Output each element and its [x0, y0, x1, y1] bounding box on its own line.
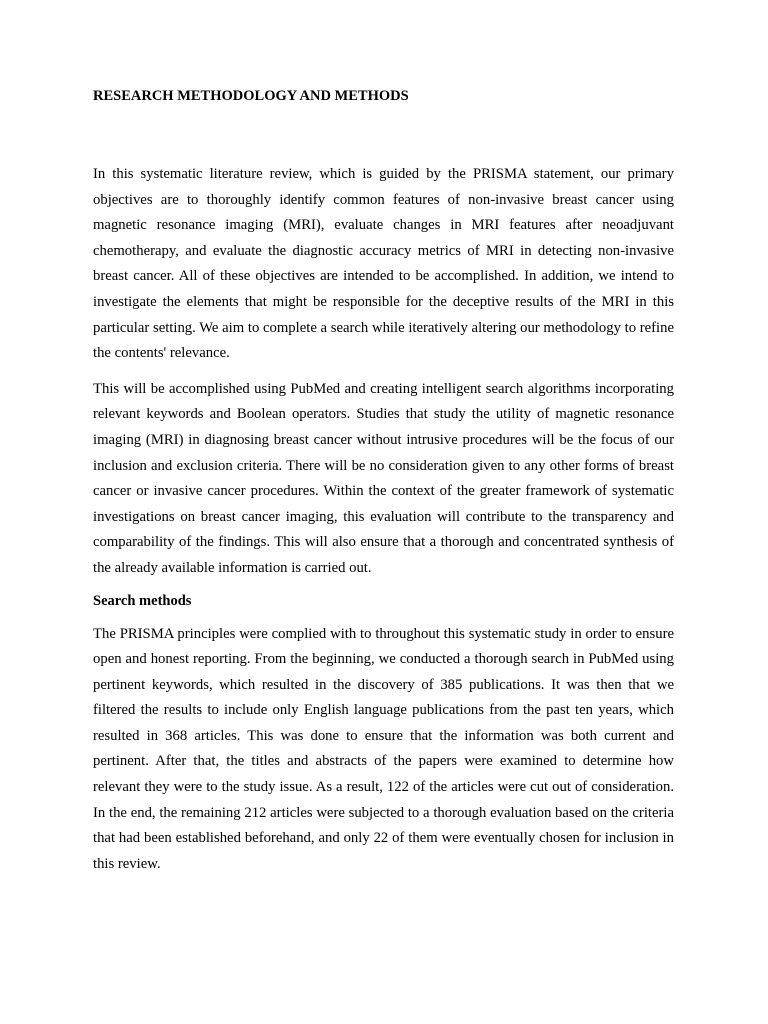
document-page	[93, 86, 674, 877]
section-heading-search-methods: Search methods	[93, 592, 192, 609]
paragraph-objectives: In this systematic literature review, which is guided by the PRISMA statement, our primary objectives are to thoroughly identify common features of non-invasive breast cancer using magnetic resonance imaging (MRI), evaluate changes in MRI features after neoadjuvant chemotherapy, and evaluate the diagnostic accuracy metrics of MRI in detecting non-invasive breast cancer. All of these objectives are intended to be accomplished. In addition, we intend to investigate the elements that might be responsible for the deceptive results of the MRI in this particular setting. We aim to complete a search while iteratively altering our methodology to refine the contents' relevance.	[93, 166, 674, 362]
paragraph-pubmed: This will be accomplished using PubMed and creating intelligent search algorithms incorporating relevant keywords and Boolean operators. Studies that study the utility of magnetic resonance imaging (MRI) in diagnosing breast cancer without intrusive procedures will be the focus of our inclusion and exclusion criteria. There will be no consideration given to any other forms of breast cancer or invasive cancer procedures. Within the context of the greater framework of systematic investigations on breast cancer imaging, this evaluation will contribute to the transparency and comparability of the findings. This will also ensure that a thorough and concentrated synthesis of the already available information is carried out.	[93, 380, 674, 576]
paragraph-search-methods: The PRISMA principles were complied with to throughout this systematic study in order to ensure open and honest reporting. From the beginning, we conducted a thorough search in PubMed using pertinent keywords, which resulted in the discovery of 385 publications. It was then that we filtered the results to include only English language publications from the past ten years, which resulted in 368 articles. This was done to ensure that the information was both current and pertinent. After that, the titles and abstracts of the papers were examined to determine how relevant they were to the study issue. As a result, 122 of the articles were cut out of consideration. In the end, the remaining 212 articles were subjected to a thorough evaluation based on the criteria that had been established beforehand, and only 22 of them were eventually chosen for inclusion in this review.	[93, 625, 674, 872]
document-title: RESEARCH METHODOLOGY AND METHODS	[93, 88, 409, 104]
